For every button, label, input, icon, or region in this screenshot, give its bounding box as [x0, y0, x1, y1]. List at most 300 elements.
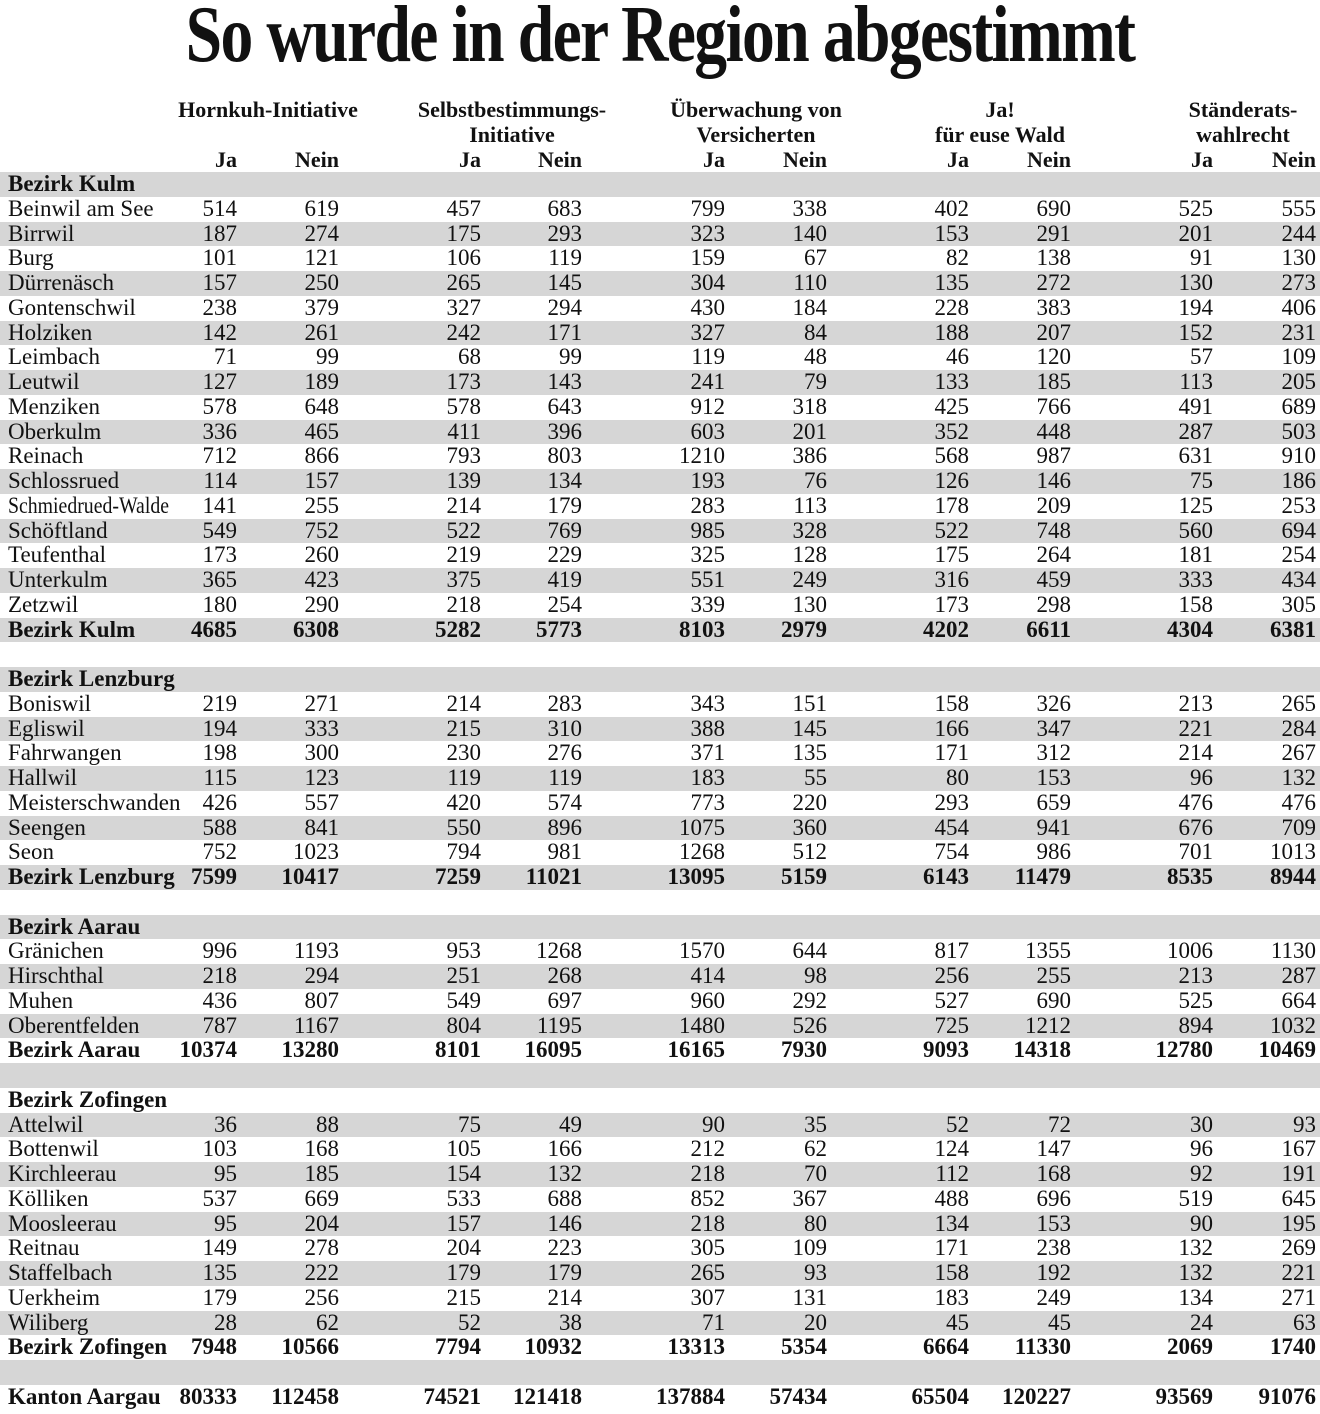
column-group-title: Ja!	[985, 97, 1015, 122]
ja-value: 894	[1178, 1012, 1213, 1038]
ja-value: 2069	[1167, 1334, 1213, 1360]
ja-value: 75	[458, 1111, 481, 1137]
ja-value: 218	[690, 1210, 725, 1236]
ja-value: 218	[446, 591, 481, 617]
nein-value: 273	[1281, 270, 1316, 295]
nein-value: 20	[804, 1309, 827, 1335]
nein-value: 619	[304, 195, 339, 221]
municipality-name: Muhen	[8, 987, 74, 1013]
ja-value: 52	[458, 1309, 481, 1335]
ja-value: 45	[946, 1309, 969, 1335]
nein-value: 766	[1036, 393, 1071, 419]
ja-value: 430	[690, 294, 725, 320]
nein-value: 231	[1281, 319, 1316, 345]
nein-value: 145	[547, 270, 582, 295]
nein-value: 807	[304, 987, 339, 1013]
ja-value: 90	[1190, 1210, 1213, 1236]
ja-value: 137884	[656, 1383, 725, 1409]
nein-value: 14318	[1013, 1037, 1071, 1063]
ja-value: 388	[690, 715, 725, 741]
section-header-row	[0, 1088, 1320, 1113]
ja-value: 343	[690, 690, 725, 716]
nein-value: 300	[304, 740, 339, 766]
ja-value: 24	[1190, 1309, 1213, 1335]
nein-value: 223	[547, 1235, 582, 1261]
nein-value: 207	[1036, 319, 1071, 345]
nein-value: 367	[792, 1185, 827, 1211]
ja-value: 676	[1178, 814, 1213, 840]
nein-value: 130	[792, 591, 827, 617]
ja-value: 985	[690, 517, 725, 543]
ja-value: 852	[690, 1185, 725, 1211]
ja-value: 92	[1190, 1161, 1213, 1186]
nein-value: 6611	[1026, 616, 1071, 642]
nein-value: 326	[1036, 690, 1071, 716]
nein-value: 333	[304, 715, 339, 741]
nein-value: 134	[547, 468, 582, 493]
total-row	[0, 865, 1320, 890]
nein-value: 70	[804, 1161, 827, 1186]
spacer-row	[0, 1360, 1320, 1385]
nein-value: 276	[547, 740, 582, 766]
ja-value: 105	[446, 1136, 481, 1162]
ja-value: 13095	[667, 864, 725, 889]
nein-value: 981	[547, 839, 582, 865]
ja-value: 149	[202, 1235, 237, 1261]
table-row	[0, 717, 1320, 742]
nein-value: 10469	[1258, 1037, 1316, 1063]
ja-value: 4202	[923, 616, 969, 642]
ja-value: 125	[1178, 492, 1213, 518]
nein-value: 644	[792, 938, 827, 964]
ja-value: 101	[202, 245, 237, 271]
ja-value: 133	[934, 369, 969, 394]
municipality-name: Oberentfelden	[8, 1012, 140, 1038]
nein-value: 10932	[524, 1334, 582, 1360]
ja-value: 112	[935, 1161, 969, 1186]
table-row	[0, 964, 1320, 989]
nein-value: 186	[1281, 468, 1316, 493]
nein-value: 396	[547, 418, 582, 444]
ja-value: 179	[446, 1260, 481, 1285]
nein-value: 214	[547, 1284, 582, 1310]
ja-value: 119	[447, 765, 481, 790]
municipality-name: Bezirk Zofingen	[8, 1334, 168, 1360]
ja-value: 12780	[1155, 1037, 1213, 1063]
ja-value: 228	[934, 294, 969, 320]
ja-value: 90	[702, 1111, 725, 1137]
nein-value: 269	[1281, 1235, 1316, 1261]
ja-value: 476	[1178, 789, 1213, 815]
total-row	[0, 1038, 1320, 1063]
nein-value: 274	[304, 220, 339, 246]
nein-value: 697	[547, 987, 582, 1013]
ja-value: 550	[446, 814, 481, 840]
nein-value: 338	[792, 195, 827, 221]
ja-value: 402	[934, 195, 969, 221]
ja-value: 214	[446, 690, 481, 716]
ja-value: 242	[446, 319, 481, 345]
nein-value: 283	[547, 690, 582, 716]
nein-value: 312	[1036, 740, 1071, 766]
ja-value: 522	[934, 517, 969, 543]
ja-value: 527	[934, 987, 969, 1013]
ja-header: Ja	[703, 147, 725, 172]
table-row	[0, 494, 1320, 519]
ja-value: 141	[202, 492, 237, 518]
nein-value: 690	[1036, 195, 1071, 221]
nein-value: 99	[316, 344, 339, 370]
nein-value: 6381	[1270, 616, 1316, 642]
ja-value: 65504	[911, 1383, 969, 1409]
ja-value: 158	[934, 690, 969, 716]
ja-value: 215	[446, 1284, 481, 1310]
nein-value: 221	[1281, 1260, 1316, 1285]
ja-value: 181	[1178, 542, 1213, 568]
nein-value: 109	[792, 1235, 827, 1261]
nein-value: 146	[547, 1210, 582, 1236]
table-row	[0, 939, 1320, 964]
nein-value: 13280	[281, 1037, 339, 1063]
nein-value: 318	[792, 393, 827, 419]
ja-value: 57	[1190, 344, 1213, 370]
ja-value: 307	[690, 1284, 725, 1310]
ja-value: 588	[202, 814, 237, 840]
nein-value: 45	[1048, 1309, 1071, 1335]
ja-value: 799	[690, 195, 725, 221]
ja-value: 316	[934, 567, 969, 592]
ja-value: 752	[202, 839, 237, 865]
nein-value: 204	[304, 1210, 339, 1236]
ja-value: 549	[202, 517, 237, 543]
table-row	[0, 370, 1320, 395]
ja-header: Ja	[1191, 147, 1213, 172]
ja-value: 725	[934, 1012, 969, 1038]
ja-value: 157	[202, 270, 237, 295]
ja-value: 333	[1178, 567, 1213, 592]
nein-value: 386	[792, 443, 827, 469]
nein-value: 1032	[1270, 1012, 1316, 1038]
ja-value: 130	[1178, 270, 1213, 295]
nein-value: 419	[547, 567, 582, 592]
nein-value: 11021	[525, 864, 582, 889]
nein-value: 769	[547, 517, 582, 543]
ja-value: 256	[934, 963, 969, 988]
nein-value: 459	[1036, 567, 1071, 592]
ja-value: 712	[202, 443, 237, 469]
nein-value: 119	[548, 765, 582, 790]
table-row	[0, 1286, 1320, 1311]
nein-value: 171	[547, 319, 582, 345]
nein-value: 271	[1281, 1284, 1316, 1310]
ja-value: 7794	[435, 1334, 481, 1360]
nein-value: 298	[1036, 591, 1071, 617]
ja-value: 537	[202, 1185, 237, 1211]
nein-value: 1023	[293, 839, 339, 865]
nein-value: 132	[1281, 765, 1316, 790]
nein-value: 249	[792, 567, 827, 592]
nein-value: 748	[1036, 517, 1071, 543]
ja-value: 127	[202, 369, 237, 394]
ja-value: 325	[690, 542, 725, 568]
nein-value: 379	[304, 294, 339, 320]
nein-value: 76	[804, 468, 827, 493]
nein-value: 1167	[293, 1012, 339, 1038]
ja-value: 287	[1178, 418, 1213, 444]
ja-header: Ja	[947, 147, 969, 172]
nein-value: 986	[1036, 839, 1071, 865]
nein-value: 694	[1281, 517, 1316, 543]
ja-value: 95	[214, 1161, 237, 1186]
ja-value: 327	[446, 294, 481, 320]
nein-value: 244	[1281, 220, 1316, 246]
nein-value: 272	[1036, 270, 1071, 295]
nein-value: 93	[1293, 1111, 1316, 1137]
nein-value: 574	[547, 789, 582, 815]
ja-value: 183	[690, 765, 725, 790]
nein-value: 157	[304, 468, 339, 493]
ja-value: 603	[690, 418, 725, 444]
column-group-title: Hornkuh-Initiative	[178, 97, 358, 122]
ja-value: 371	[690, 740, 725, 766]
ja-value: 578	[202, 393, 237, 419]
municipality-name: Kanton Aargau	[8, 1383, 161, 1409]
ja-value: 80333	[179, 1383, 237, 1409]
ja-value: 457	[446, 195, 481, 221]
ja-value: 339	[690, 591, 725, 617]
nein-value: 645	[1281, 1185, 1316, 1211]
ja-value: 8101	[435, 1037, 481, 1063]
table-row	[0, 692, 1320, 717]
ja-value: 201	[1178, 220, 1213, 246]
column-group-title: Initiative	[469, 122, 555, 147]
ja-value: 549	[446, 987, 481, 1013]
ja-value: 171	[934, 740, 969, 766]
ja-value: 323	[690, 220, 725, 246]
ja-value: 187	[202, 220, 237, 246]
ja-value: 1210	[679, 443, 725, 469]
ja-value: 134	[1178, 1284, 1213, 1310]
nein-value: 120227	[1002, 1383, 1071, 1409]
ja-value: 96	[1190, 765, 1213, 790]
nein-value: 209	[1036, 492, 1071, 518]
municipality-name: Dürrenäsch	[8, 270, 115, 295]
ja-value: 96	[1190, 1136, 1213, 1162]
nein-value: 406	[1281, 294, 1316, 320]
nein-value: 896	[547, 814, 582, 840]
nein-value: 130	[1281, 245, 1316, 271]
nein-value: 8944	[1270, 864, 1316, 889]
nein-value: 557	[304, 789, 339, 815]
nein-value: 360	[792, 814, 827, 840]
municipality-name: Menziken	[8, 393, 100, 419]
ja-value: 214	[446, 492, 481, 518]
nein-value: 254	[547, 591, 582, 617]
nein-value: 292	[792, 987, 827, 1013]
total-row	[0, 1335, 1320, 1360]
ja-value: 95	[214, 1210, 237, 1236]
table-row	[0, 1311, 1320, 1336]
nein-value: 11330	[1014, 1334, 1071, 1360]
nein-value: 143	[547, 369, 582, 394]
ja-value: 71	[702, 1309, 725, 1335]
table-row	[0, 791, 1320, 816]
ja-value: 132	[1178, 1260, 1213, 1285]
nein-value: 151	[792, 690, 827, 716]
nein-value: 10417	[281, 864, 339, 889]
nein-value: 93	[804, 1260, 827, 1285]
ja-value: 173	[446, 369, 481, 394]
nein-value: 63	[1293, 1309, 1316, 1335]
ja-value: 158	[1178, 591, 1213, 617]
table-row	[0, 1137, 1320, 1162]
table-row	[0, 766, 1320, 791]
nein-value: 113	[793, 492, 827, 518]
municipality-name: Gränichen	[8, 938, 104, 964]
nein-value: 1195	[536, 1012, 582, 1038]
nein-value: 512	[792, 839, 827, 865]
nein-value: 168	[304, 1136, 339, 1162]
municipality-name: Bottenwil	[8, 1136, 99, 1162]
nein-value: 185	[304, 1161, 339, 1186]
nein-value: 229	[547, 542, 582, 568]
municipality-name: Bezirk Kulm	[8, 171, 136, 196]
nein-value: 62	[804, 1136, 827, 1162]
nein-value: 434	[1281, 567, 1316, 592]
nein-value: 184	[792, 294, 827, 320]
ja-value: 365	[202, 567, 237, 592]
ja-value: 336	[202, 418, 237, 444]
nein-value: 941	[1036, 814, 1071, 840]
ja-value: 115	[203, 765, 237, 790]
nein-value: 294	[304, 963, 339, 988]
ja-value: 219	[202, 690, 237, 716]
nein-value: 201	[792, 418, 827, 444]
ja-value: 804	[446, 1012, 481, 1038]
municipality-name: Leimbach	[8, 344, 100, 370]
nein-value: 689	[1281, 393, 1316, 419]
ja-value: 82	[946, 245, 969, 271]
ja-value: 238	[202, 294, 237, 320]
ja-value: 16165	[667, 1037, 725, 1063]
ja-value: 175	[446, 220, 481, 246]
ja-value: 178	[934, 492, 969, 518]
nein-value: 195	[1281, 1210, 1316, 1236]
nein-value: 91076	[1258, 1383, 1316, 1409]
nein-value: 310	[547, 715, 582, 741]
table-row	[0, 1187, 1320, 1212]
nein-value: 328	[792, 517, 827, 543]
nein-value: 79	[804, 369, 827, 394]
nein-value: 121418	[513, 1383, 582, 1409]
nein-value: 128	[792, 542, 827, 568]
table-row	[0, 271, 1320, 296]
nein-value: 146	[1036, 468, 1071, 493]
municipality-name: Bezirk Aarau	[8, 1037, 141, 1063]
nein-value: 7930	[781, 1037, 827, 1063]
ja-value: 960	[690, 987, 725, 1013]
nein-value: 1740	[1270, 1334, 1316, 1360]
municipality-name: Wiliberg	[8, 1309, 89, 1335]
nein-value: 254	[1281, 542, 1316, 568]
municipality-name: Bezirk Lenzburg	[8, 864, 175, 889]
nein-value: 138	[1036, 245, 1071, 271]
ja-value: 420	[446, 789, 481, 815]
table-row	[0, 543, 1320, 568]
ja-value: 773	[690, 789, 725, 815]
municipality-name: Zetzwil	[8, 591, 79, 617]
spacer-row	[0, 890, 1320, 915]
ja-value: 425	[934, 393, 969, 419]
nein-value: 140	[792, 220, 827, 246]
municipality-name: Hirschthal	[8, 963, 104, 988]
section-header-row	[0, 667, 1320, 692]
ja-value: 1480	[679, 1012, 725, 1038]
ja-value: 4685	[191, 616, 237, 642]
nein-value: 278	[304, 1235, 339, 1261]
nein-value: 476	[1281, 789, 1316, 815]
municipality-name: Reinach	[8, 443, 84, 469]
municipality-name: Bezirk Kulm	[8, 616, 136, 642]
ja-value: 305	[690, 1235, 725, 1261]
nein-value: 841	[304, 814, 339, 840]
nein-value: 16095	[524, 1037, 582, 1063]
ja-value: 46	[946, 344, 969, 370]
section-header-row	[0, 172, 1320, 197]
nein-value: 11479	[1014, 864, 1071, 889]
nein-value: 503	[1281, 418, 1316, 444]
nein-value: 55	[804, 765, 827, 790]
ja-value: 701	[1178, 839, 1213, 865]
nein-value: 220	[792, 789, 827, 815]
table-row	[0, 420, 1320, 445]
nein-value: 10566	[281, 1334, 339, 1360]
ja-value: 193	[690, 468, 725, 493]
ja-value: 514	[202, 195, 237, 221]
ja-value: 754	[934, 839, 969, 865]
ja-value: 488	[934, 1185, 969, 1211]
ja-value: 519	[1178, 1185, 1213, 1211]
municipality-name: Schöftland	[8, 517, 108, 543]
nein-value: 80	[804, 1210, 827, 1236]
nein-value: 145	[792, 715, 827, 741]
nein-value: 38	[559, 1309, 582, 1335]
nein-header: Nein	[1027, 147, 1071, 172]
nein-value: 238	[1036, 1235, 1071, 1261]
ja-value: 180	[202, 591, 237, 617]
nein-value: 179	[547, 1260, 582, 1285]
column-group-title: Selbstbestimmungs-	[417, 97, 607, 122]
ja-value: 8535	[1167, 864, 1213, 889]
ja-value: 7599	[191, 864, 237, 889]
ja-value: 787	[202, 1012, 237, 1038]
nein-value: 112458	[271, 1383, 339, 1409]
total-row	[0, 1385, 1320, 1410]
nein-value: 293	[547, 220, 582, 246]
ja-value: 134	[934, 1210, 969, 1236]
column-group-title: Versicherten	[696, 122, 816, 147]
nein-value: 265	[1281, 690, 1316, 716]
ja-value: 52	[946, 1111, 969, 1137]
ja-value: 212	[690, 1136, 725, 1162]
nein-value: 448	[1036, 418, 1071, 444]
nein-value: 166	[547, 1136, 582, 1162]
nein-value: 1355	[1025, 938, 1071, 964]
nein-value: 49	[559, 1111, 582, 1137]
ja-value: 74521	[423, 1383, 481, 1409]
ja-value: 551	[690, 567, 725, 592]
nein-value: 648	[304, 393, 339, 419]
